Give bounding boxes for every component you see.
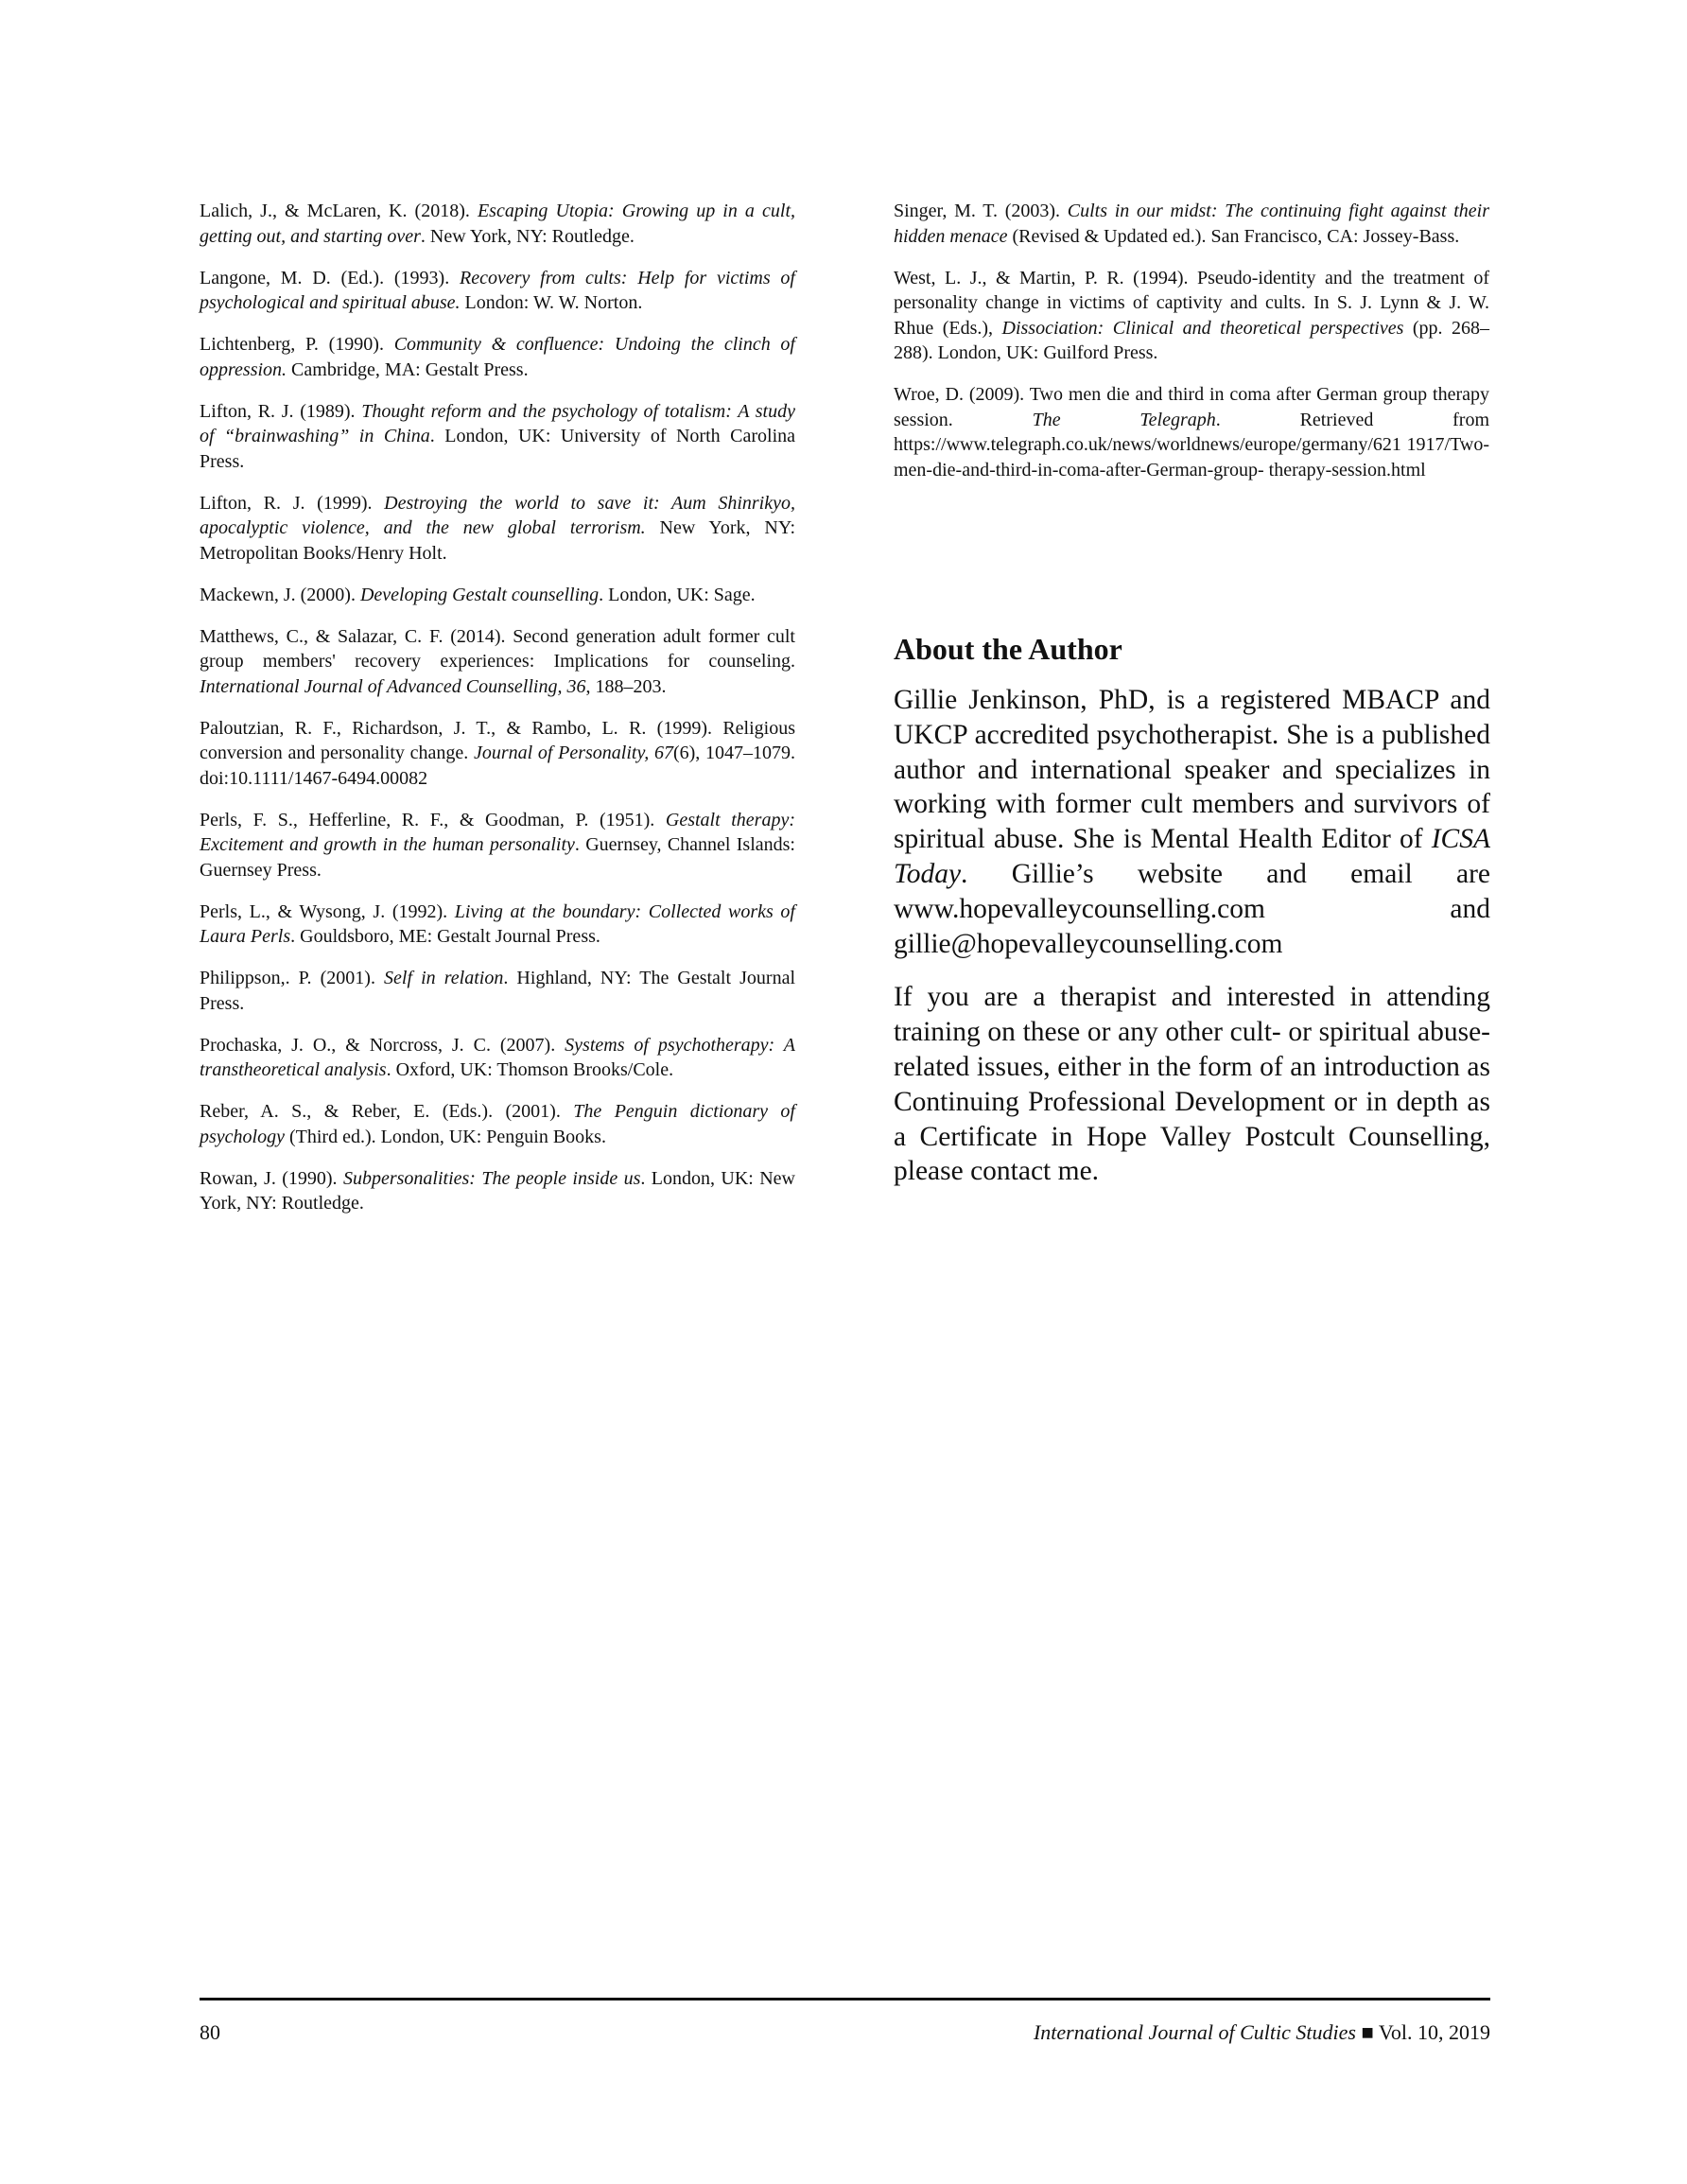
italic-title: International Journal of Advanced Counselling, 36 bbox=[200, 675, 586, 697]
text-segment: . London, UK: University of North Carolina Press. bbox=[200, 426, 796, 472]
text-segment: . Gillie’s website and email are www.hopevalleycounselling.com and gillie@hopevalleycounselling.com bbox=[894, 858, 1490, 959]
volume-year: Vol. 10, 2019 bbox=[1378, 2020, 1490, 2044]
text-segment: (6), 1047–1079. doi:10.1111/1467-6494.00082 bbox=[200, 743, 795, 789]
references-left-column bbox=[200, 199, 795, 1232]
reference-entry bbox=[894, 382, 1489, 482]
references-right-column bbox=[894, 199, 1489, 499]
page-number: 80 bbox=[200, 2020, 220, 2044]
italic-title: ICSA Today bbox=[894, 824, 1490, 889]
italic-title: Gestalt therapy: Excitement and growth in the human personality bbox=[200, 809, 795, 855]
reference-entry bbox=[200, 624, 795, 700]
journal-name: International Journal of Cultic Studies bbox=[1033, 2020, 1356, 2044]
reference-entry bbox=[200, 716, 795, 792]
text-segment: Matthews, C., & Salazar, C. F. (2014). Second generation adult former cult group members' recovery experiences: Implications for counseling. bbox=[200, 625, 795, 672]
italic-title: Community & confluence: Undoing the clinch of oppression. bbox=[200, 334, 795, 380]
italic-title: Developing Gestalt counselling bbox=[359, 584, 600, 605]
text-segment: . London, UK: Sage. bbox=[599, 584, 756, 605]
text-segment: Lichtenberg, P. (1990). bbox=[200, 334, 394, 355]
italic-title: Journal of Personality, 67 bbox=[473, 743, 673, 763]
text-segment: Lifton, R. J. (1989). bbox=[200, 400, 362, 422]
italic-title: The Penguin dictionary of psychology bbox=[200, 1101, 795, 1147]
text-segment: Mackewn, J. (2000). bbox=[200, 584, 360, 605]
text-segment: London: W. W. Norton. bbox=[460, 292, 643, 313]
reference-entry bbox=[200, 399, 795, 475]
reference-entry bbox=[200, 900, 795, 950]
italic-title: Systems of psychotherapy: A transtheoretical analysis bbox=[200, 1034, 795, 1080]
text-segment: . Retrieved from https://www.telegraph.co.uk/news/worldnews/europe/germany/621 1917/Two-men-die-and-third-in-coma-after-German-group- therapy-session.html bbox=[894, 409, 1489, 480]
about-author-body bbox=[894, 683, 1490, 1208]
reference-entry bbox=[200, 1166, 795, 1216]
text-segment: Philippson,. P. (2001). bbox=[200, 968, 385, 988]
text-segment: . Highland, NY: The Gestalt Journal Press. bbox=[200, 968, 795, 1014]
text-segment: . Gouldsboro, ME: Gestalt Journal Press. bbox=[290, 926, 600, 947]
reference-entry bbox=[200, 332, 795, 382]
text-segment: (Revised & Updated ed.). San Francisco, CA: Jossey-Bass. bbox=[1007, 225, 1460, 247]
reference-entry bbox=[894, 199, 1489, 249]
text-segment: Langone, M. D. (Ed.). (1993). bbox=[200, 267, 460, 288]
text-segment: (Third ed.). London, UK: Penguin Books. bbox=[284, 1126, 606, 1147]
reference-entry bbox=[200, 491, 795, 567]
text-segment: . Oxford, UK: Thomson Brooks/Cole. bbox=[386, 1059, 674, 1080]
reference-entry bbox=[200, 808, 795, 883]
reference-entry bbox=[200, 1033, 795, 1083]
reference-entry bbox=[200, 266, 795, 316]
text-segment: Paloutzian, R. F., Richardson, J. T., & Rambo, L. R. (1999). Religious conversion and personality change. bbox=[200, 717, 795, 763]
text-segment: New York, NY: Metropolitan Books/Henry Holt. bbox=[200, 517, 796, 564]
text-segment: Lifton, R. J. (1999). bbox=[200, 492, 385, 514]
footer-divider bbox=[200, 1998, 1490, 2001]
italic-title: Self in relation bbox=[384, 968, 504, 988]
italic-title: Dissociation: Clinical and theoretical perspectives bbox=[1001, 317, 1404, 339]
text-segment: Perls, F. S., Hefferline, R. F., & Goodman, P. (1951). bbox=[200, 809, 666, 830]
text-segment: . New York, NY: Routledge. bbox=[420, 225, 635, 247]
about-paragraph bbox=[894, 683, 1490, 961]
about-paragraph bbox=[894, 980, 1490, 1189]
italic-title: Recovery from cults: Help for victims of psychological and spiritual abuse. bbox=[200, 267, 795, 313]
text-segment: Lalich, J., & McLaren, K. (2018). bbox=[200, 201, 478, 221]
text-segment: West, L. J., & Martin, P. R. (1994). Pseudo-identity and the treatment of personality change in victims of captivity and cults. In S. J. Lynn & J. W. Rhue (Eds.), bbox=[894, 267, 1489, 339]
text-segment: , 188–203. bbox=[585, 675, 667, 697]
text-segment: If you are a therapist and interested in attending training on these or any other cult- or spiritual abuse-related issues, either in the form of an introduction as Continuing Professional Development or in depth as a Certificate in Hope Valley Postcult Counselling, please contact me. bbox=[894, 982, 1490, 1187]
italic-title: Escaping Utopia: Growing up in a cult, getting out, and starting over bbox=[200, 201, 795, 247]
reference-entry bbox=[200, 1099, 795, 1149]
text-segment: Wroe, D. (2009). Two men die and third in coma after German group therapy session. bbox=[894, 384, 1489, 430]
italic-title: Living at the boundary: Collected works of Laura Perls bbox=[200, 900, 795, 947]
text-segment: Cambridge, MA: Gestalt Press. bbox=[287, 358, 529, 380]
text-segment: Rowan, J. (1990). bbox=[200, 1167, 343, 1189]
journal-footer bbox=[1034, 2020, 1490, 2045]
reference-entry bbox=[894, 266, 1489, 366]
text-segment: Gillie Jenkinson, PhD, is a registered MBACP and UKCP accredited psychotherapist. She is a published author and international speaker and specializes in working with former cult members and survivors of spiritual abuse. She is Mental Health Editor of bbox=[894, 685, 1490, 855]
text-segment: . Guernsey, Channel Islands: Guernsey Press. bbox=[200, 834, 795, 881]
italic-title: Thought reform and the psychology of totalism: A study of “brainwashing” in China bbox=[200, 400, 795, 446]
text-segment: Prochaska, J. O., & Norcross, J. C. (2007). bbox=[200, 1034, 565, 1056]
reference-entry bbox=[200, 583, 795, 608]
italic-title: Cults in our midst: The continuing fight against their hidden menace bbox=[894, 201, 1490, 247]
reference-entry bbox=[200, 966, 795, 1016]
text-segment: Reber, A. S., & Reber, E. (Eds.). (2001). bbox=[200, 1101, 574, 1122]
text-segment: . London, UK: New York, NY: Routledge. bbox=[200, 1167, 795, 1214]
italic-title: Subpersonalities: The people inside us bbox=[342, 1167, 641, 1189]
italic-title: Destroying the world to save it: Aum Shinrikyo, apocalyptic violence, and the new global terrorism. bbox=[200, 492, 795, 538]
text-segment: Perls, L., & Wysong, J. (1992). bbox=[200, 900, 455, 922]
separator: ■ bbox=[1355, 2020, 1379, 2044]
italic-title: The Telegraph bbox=[1032, 409, 1216, 430]
text-segment: (pp. 268–288). London, UK: Guilford Press. bbox=[894, 317, 1489, 363]
about-author-heading: About the Author bbox=[894, 632, 1122, 666]
reference-entry bbox=[200, 199, 795, 249]
text-segment: Singer, M. T. (2003). bbox=[894, 201, 1068, 221]
